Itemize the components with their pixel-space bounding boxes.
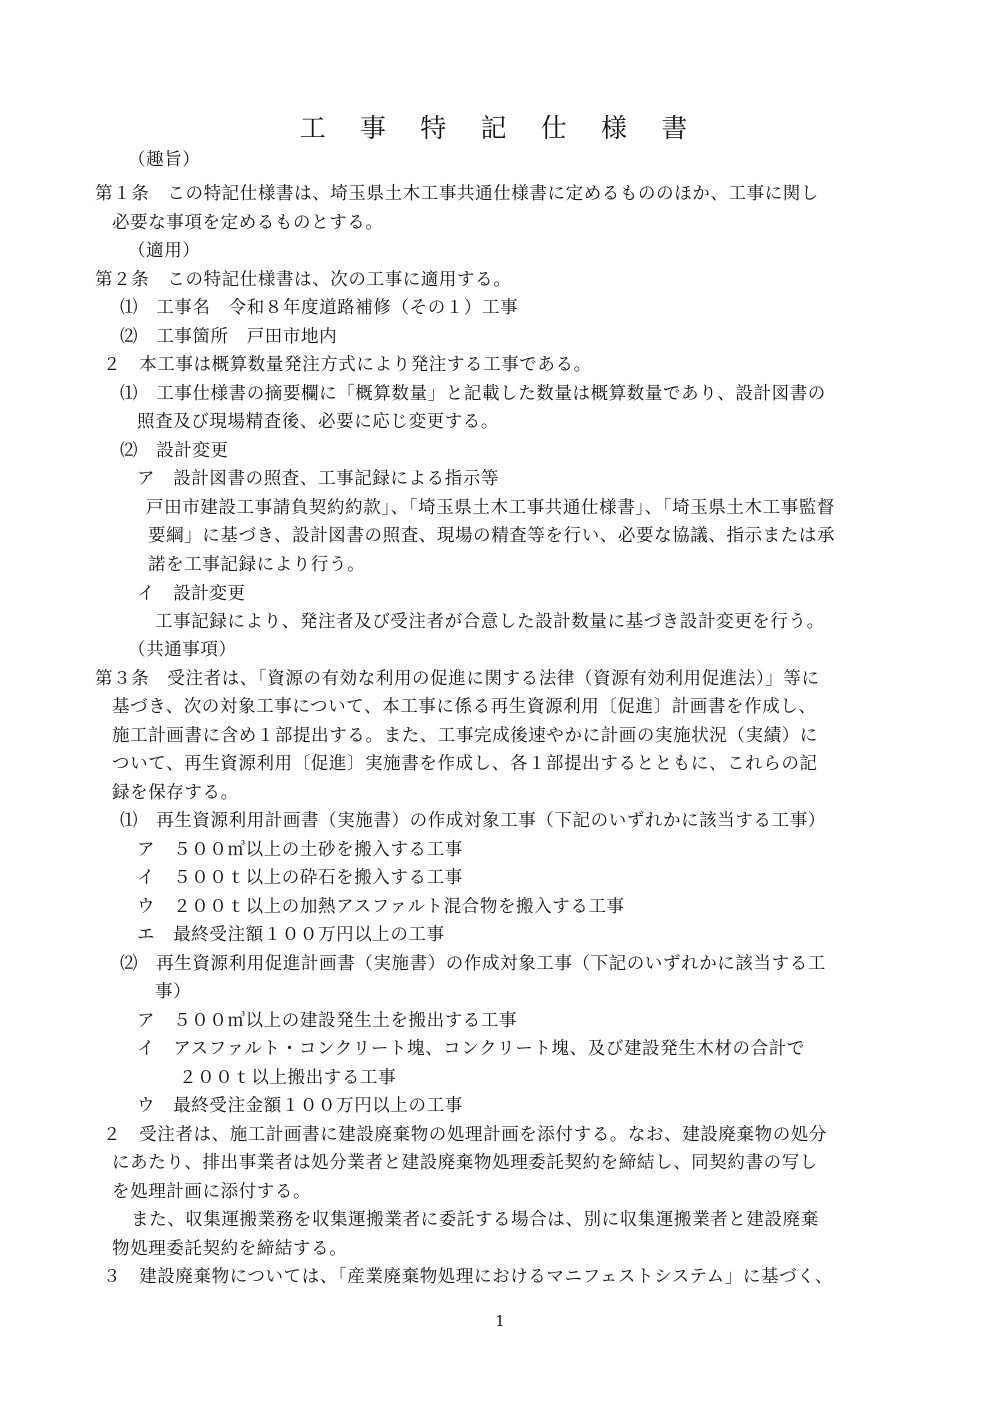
item-2-sub-a-text-3: 諾を工事記録により行う。: [148, 555, 366, 575]
item-2-sub-i: イ 設計変更: [137, 584, 246, 604]
item-2b-sub-i-line-1: イ アスファルト・コンクリート塊、コンクリート塊、及び建設発生木材の合計で: [137, 1039, 805, 1059]
item-1-sub-i: イ ５００ｔ以上の砕石を搬入する工事: [137, 868, 463, 888]
article-3-line-4: ついて、再生資源利用〔促進〕実施書を作成し、各１部提出するとともに、これらの記: [112, 754, 818, 774]
article-2-line-1: 第２条 この特記仕様書は、次の工事に適用する。: [95, 270, 512, 290]
article-3-item-1: ⑴ 再生資源利用計画書（実施書）の作成対象工事（下記のいずれかに該当する工事）: [120, 811, 826, 831]
para-2-item-1-line-1: ⑴ 工事仕様書の摘要欄に「概算数量」と記載した数量は概算数量であり、設計図書の: [120, 384, 826, 404]
item-2b-sub-i-line-2: ２００ｔ以上搬出する工事: [179, 1068, 397, 1088]
para-2-item-2: ⑵ 設計変更: [120, 441, 229, 461]
article-3-item-2-line-1: ⑵ 再生資源利用促進計画書（実施書）の作成対象工事（下記のいずれかに該当する工: [120, 954, 826, 974]
item-2-sub-a-text-1: 戸田市建設工事請負契約約款」、「埼玉県土木工事共通仕様書」、「埼玉県土木工事監督: [146, 498, 835, 518]
item-1-sub-u: ウ ２００ｔ以上の加熱アスファルト混合物を搬入する工事: [137, 897, 625, 917]
article-3-line-5: 録を保存する。: [112, 783, 239, 803]
page-number: 1: [495, 1312, 505, 1330]
heading-application: （適用）: [128, 241, 201, 261]
item-2-sub-a: ア 設計図書の照査、工事記録による指示等: [137, 469, 499, 489]
item-1-sub-a: ア ５００㎥以上の土砂を搬入する工事: [137, 840, 463, 860]
article-3-line-2: 基づき、次の対象工事について、本工事に係る再生資源利用〔促進〕計画書を作成し、: [112, 697, 817, 717]
item-2b-sub-a: ア ５００㎥以上の建設発生土を搬出する工事: [137, 1011, 518, 1031]
article-3-para-2-line-4: また、収集運搬業務を収集運搬業者に委託する場合は、別に収集運搬業者と建設廃棄: [131, 1210, 819, 1230]
item-1-sub-e: エ 最終受注額１００万円以上の工事: [137, 925, 445, 945]
article-3-line-3: 施工計画書に含め１部提出する。また、工事完成後速やかに計画の実施状況（実績）に: [112, 726, 818, 746]
article-3-para-2-line-1: ２ 受注者は、施工計画書に建設廃棄物の処理計画を添付する。なお、建設廃棄物の処分: [103, 1125, 827, 1145]
document-title: 工 事 特 記 仕 様 書: [299, 114, 701, 144]
article-3-para-3-line-1: ３ 建設廃棄物については、「産業廃棄物処理におけるマニフェストシステム」に基づく、: [103, 1267, 834, 1287]
article-3-para-2-line-5: 物処理委託契約を締結する。: [112, 1239, 348, 1259]
heading-common: （共通事項）: [128, 640, 237, 660]
article-3-para-2-line-2: にあたり、排出事業者は処分業者と建設廃棄物処理委託契約を締結し、同契約書の写し: [112, 1153, 818, 1173]
article-2-para-2: ２ 本工事は概算数量発注方式により発注する工事である。: [103, 355, 592, 375]
para-2-item-1-line-2: 照査及び現場精査後、必要に応じ変更する。: [137, 412, 499, 432]
heading-purpose: （趣旨）: [128, 150, 201, 170]
article-2-item-2: ⑵ 工事箇所 戸田市地内: [120, 327, 338, 347]
item-2-sub-a-text-2: 要綱」に基づき、設計図書の照査、現場の精査等を行い、必要な協議、指示または承: [148, 526, 836, 546]
item-2-sub-i-text: 工事記録により、発注者及び受注者が合意した設計数量に基づき設計変更を行う。: [155, 612, 825, 632]
item-2b-sub-u: ウ 最終受注金額１００万円以上の工事: [137, 1096, 463, 1116]
article-3-line-1: 第３条 受注者は、「資源の有効な利用の促進に関する法律（資源有効利用促進法）」等に: [95, 669, 820, 689]
article-2-item-1: ⑴ 工事名 令和８年度道路補修（その１）工事: [120, 298, 519, 318]
article-3-para-2-line-3: を処理計画に添付する。: [112, 1182, 312, 1202]
article-1-line-1: 第１条 この特記仕様書は、埼玉県土木工事共通仕様書に定めるもののほか、工事に関し: [95, 184, 819, 204]
article-1-line-2: 必要な事項を定めるものとする。: [112, 213, 384, 233]
article-3-item-2-line-2: 事）: [155, 982, 192, 1002]
